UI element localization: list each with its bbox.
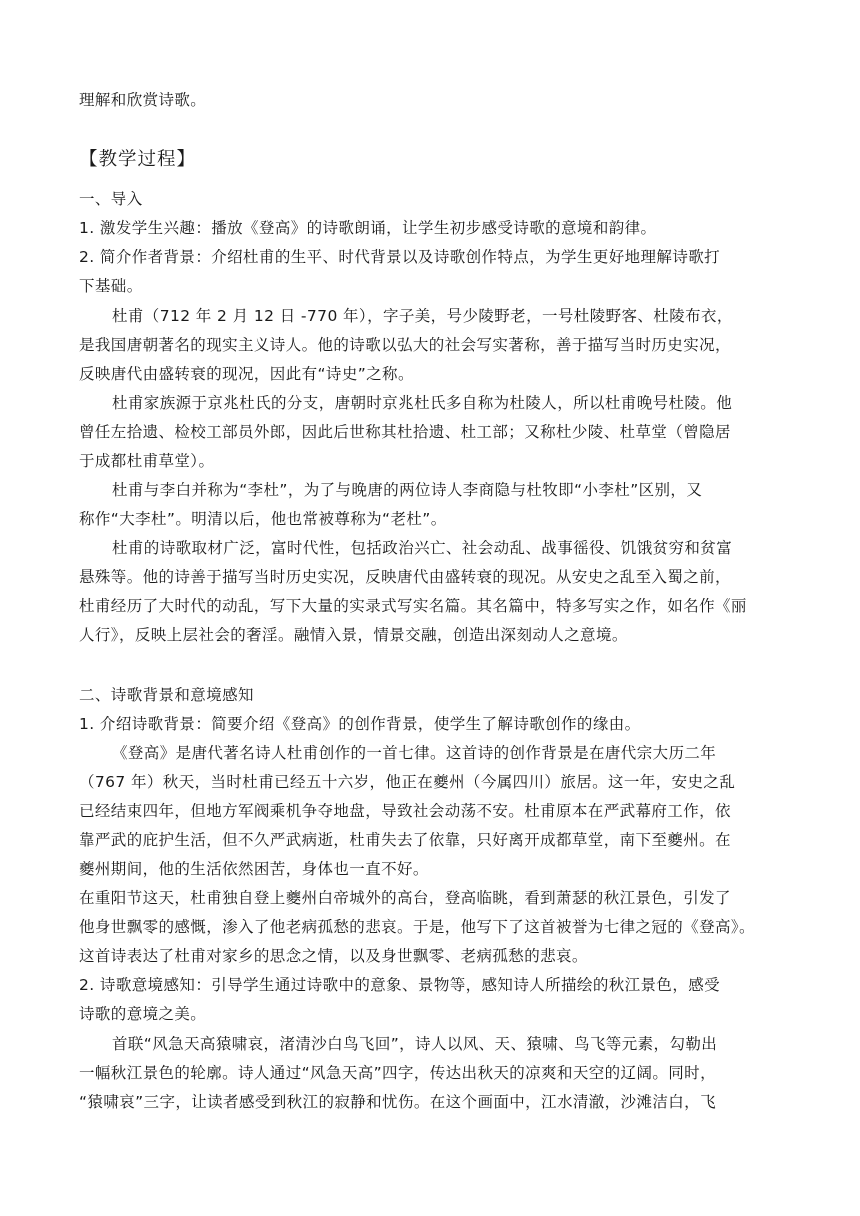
part2-p3-line3: “猿啸哀”三字，让读者感受到秋江的寂静和忧伤。在这个画面中，江水清澈，沙滩洁白，飞 [79, 1093, 716, 1111]
section-title: 【教学过程】 [79, 149, 197, 170]
part1-p3-line1: 杜甫与李白并称为“李杜”，为了与晚唐的两位诗人李商隐与杜牧即“小李杜”区别，又 [112, 481, 703, 499]
part2-p2-line1: 在重阳节这天，杜甫独自登上夔州白帝城外的高台，登高临眺，看到萧瑟的秋江景色，引发了 [79, 889, 731, 907]
part1-p1-line3: 反映唐代由盛转衰的现况，因此有“诗史”之称。 [79, 365, 414, 383]
part1-p1-line1: 杜甫（712 年 2 月 12 日 -770 年），字子美，号少陵野老，一号杜陵野客、杜陵布衣， [112, 307, 733, 325]
part1-item2-line1: 2. 简介作者背景：介绍杜甫的生平、时代背景以及诗歌创作特点，为学生更好地理解诗歌打 [79, 248, 721, 266]
part1-p4-line3: 杜甫经历了大时代的动乱，写下大量的实录式写实名篇。其名篇中，特多写实之作，如名作《丽 [79, 597, 747, 615]
part2-p1-line4: 靠严武的庇护生活，但不久严武病逝，杜甫失去了依靠，只好离开成都草堂，南下至夔州。在 [79, 831, 731, 849]
part1-p3-line2: 称作“大李杜”。明清以后，他也常被尊称为“老杜”。 [79, 510, 447, 528]
part1-item1: 1. 激发学生兴趣：播放《登高》的诗歌朗诵，让学生初步感受诗歌的意境和韵律。 [79, 219, 657, 237]
part2-heading: 二、诗歌背景和意境感知 [79, 686, 254, 704]
part2-p1-line1: 《登高》是唐代著名诗人杜甫创作的一首七律。这首诗的创作背景是在唐代宗大历二年 [112, 744, 717, 762]
part2-item1: 1. 介绍诗歌背景：简要介绍《登高》的创作背景，使学生了解诗歌创作的缘由。 [79, 715, 641, 733]
part2-p1-line3: 已经结束四年，但地方军阀乘机争夺地盘，导致社会动荡不安。杜甫原本在严武幕府工作，依 [79, 802, 731, 820]
part1-p4-line1: 杜甫的诗歌取材广泛，富时代性，包括政治兴亡、社会动乱、战事徭役、饥饿贫穷和贫富 [112, 539, 733, 557]
part1-p4-line4: 人行》，反映上层社会的奢淫。融情入景，情景交融，创造出深刻动人之意境。 [79, 626, 628, 644]
part1-p2-line2: 曾任左拾遗、检校工部员外郎，因此后世称其杜拾遗、杜工部；又称杜少陵、杜草堂（曾隐居 [79, 423, 731, 441]
part1-p2-line3: 于成都杜甫草堂）。 [79, 452, 215, 470]
part2-p1-line5: 夔州期间，他的生活依然困苦，身体也一直不好。 [79, 860, 429, 878]
part2-p1-line2: （767 年）秋天，当时杜甫已经五十六岁，他正在夔州（今属四川）旅居。这一年，安史之乱 [79, 773, 736, 791]
part2-p3-line2: 一幅秋江景色的轮廓。诗人通过“风急天高”四字，传达出秋天的凉爽和天空的辽阔。同时， [79, 1064, 716, 1082]
part1-item2-line2: 下基础。 [79, 277, 143, 295]
part1-p1-line2: 是我国唐朝著名的现实主义诗人。他的诗歌以弘大的社会写实著称，善于描写当时历史实况， [79, 336, 731, 354]
part1-p4-line2: 悬殊等。他的诗善于描写当时历史实况，反映唐代由盛转衰的现况。从安史之乱至入蜀之前， [79, 568, 731, 586]
part2-item2-line2: 诗歌的意境之美。 [79, 1005, 207, 1023]
part2-p2-line3: 这首诗表达了杜甫对家乡的思念之情，以及身世飘零、老病孤愁的悲哀。 [79, 947, 588, 965]
part2-item2-line1: 2. 诗歌意境感知：引导学生通过诗歌中的意象、景物等，感知诗人所描绘的秋江景色，感受 [79, 976, 721, 994]
part1-p2-line1: 杜甫家族源于京兆杜氏的分支，唐朝时京兆杜氏多自称为杜陵人，所以杜甫晚号杜陵。他 [112, 394, 733, 412]
part2-p2-line2: 他身世飘零的感慨，渗入了他老病孤愁的悲哀。于是，他写下了这首被誉为七律之冠的《登高》。 [79, 918, 755, 936]
part1-heading: 一、导入 [79, 190, 143, 208]
intro-tail: 理解和欣赏诗歌。 [79, 91, 207, 109]
part2-p3-line1: 首联“风急天高猿啸哀，渚清沙白鸟飞回”，诗人以风、天、猿啸、鸟飞等元素，勾勒出 [112, 1035, 718, 1053]
